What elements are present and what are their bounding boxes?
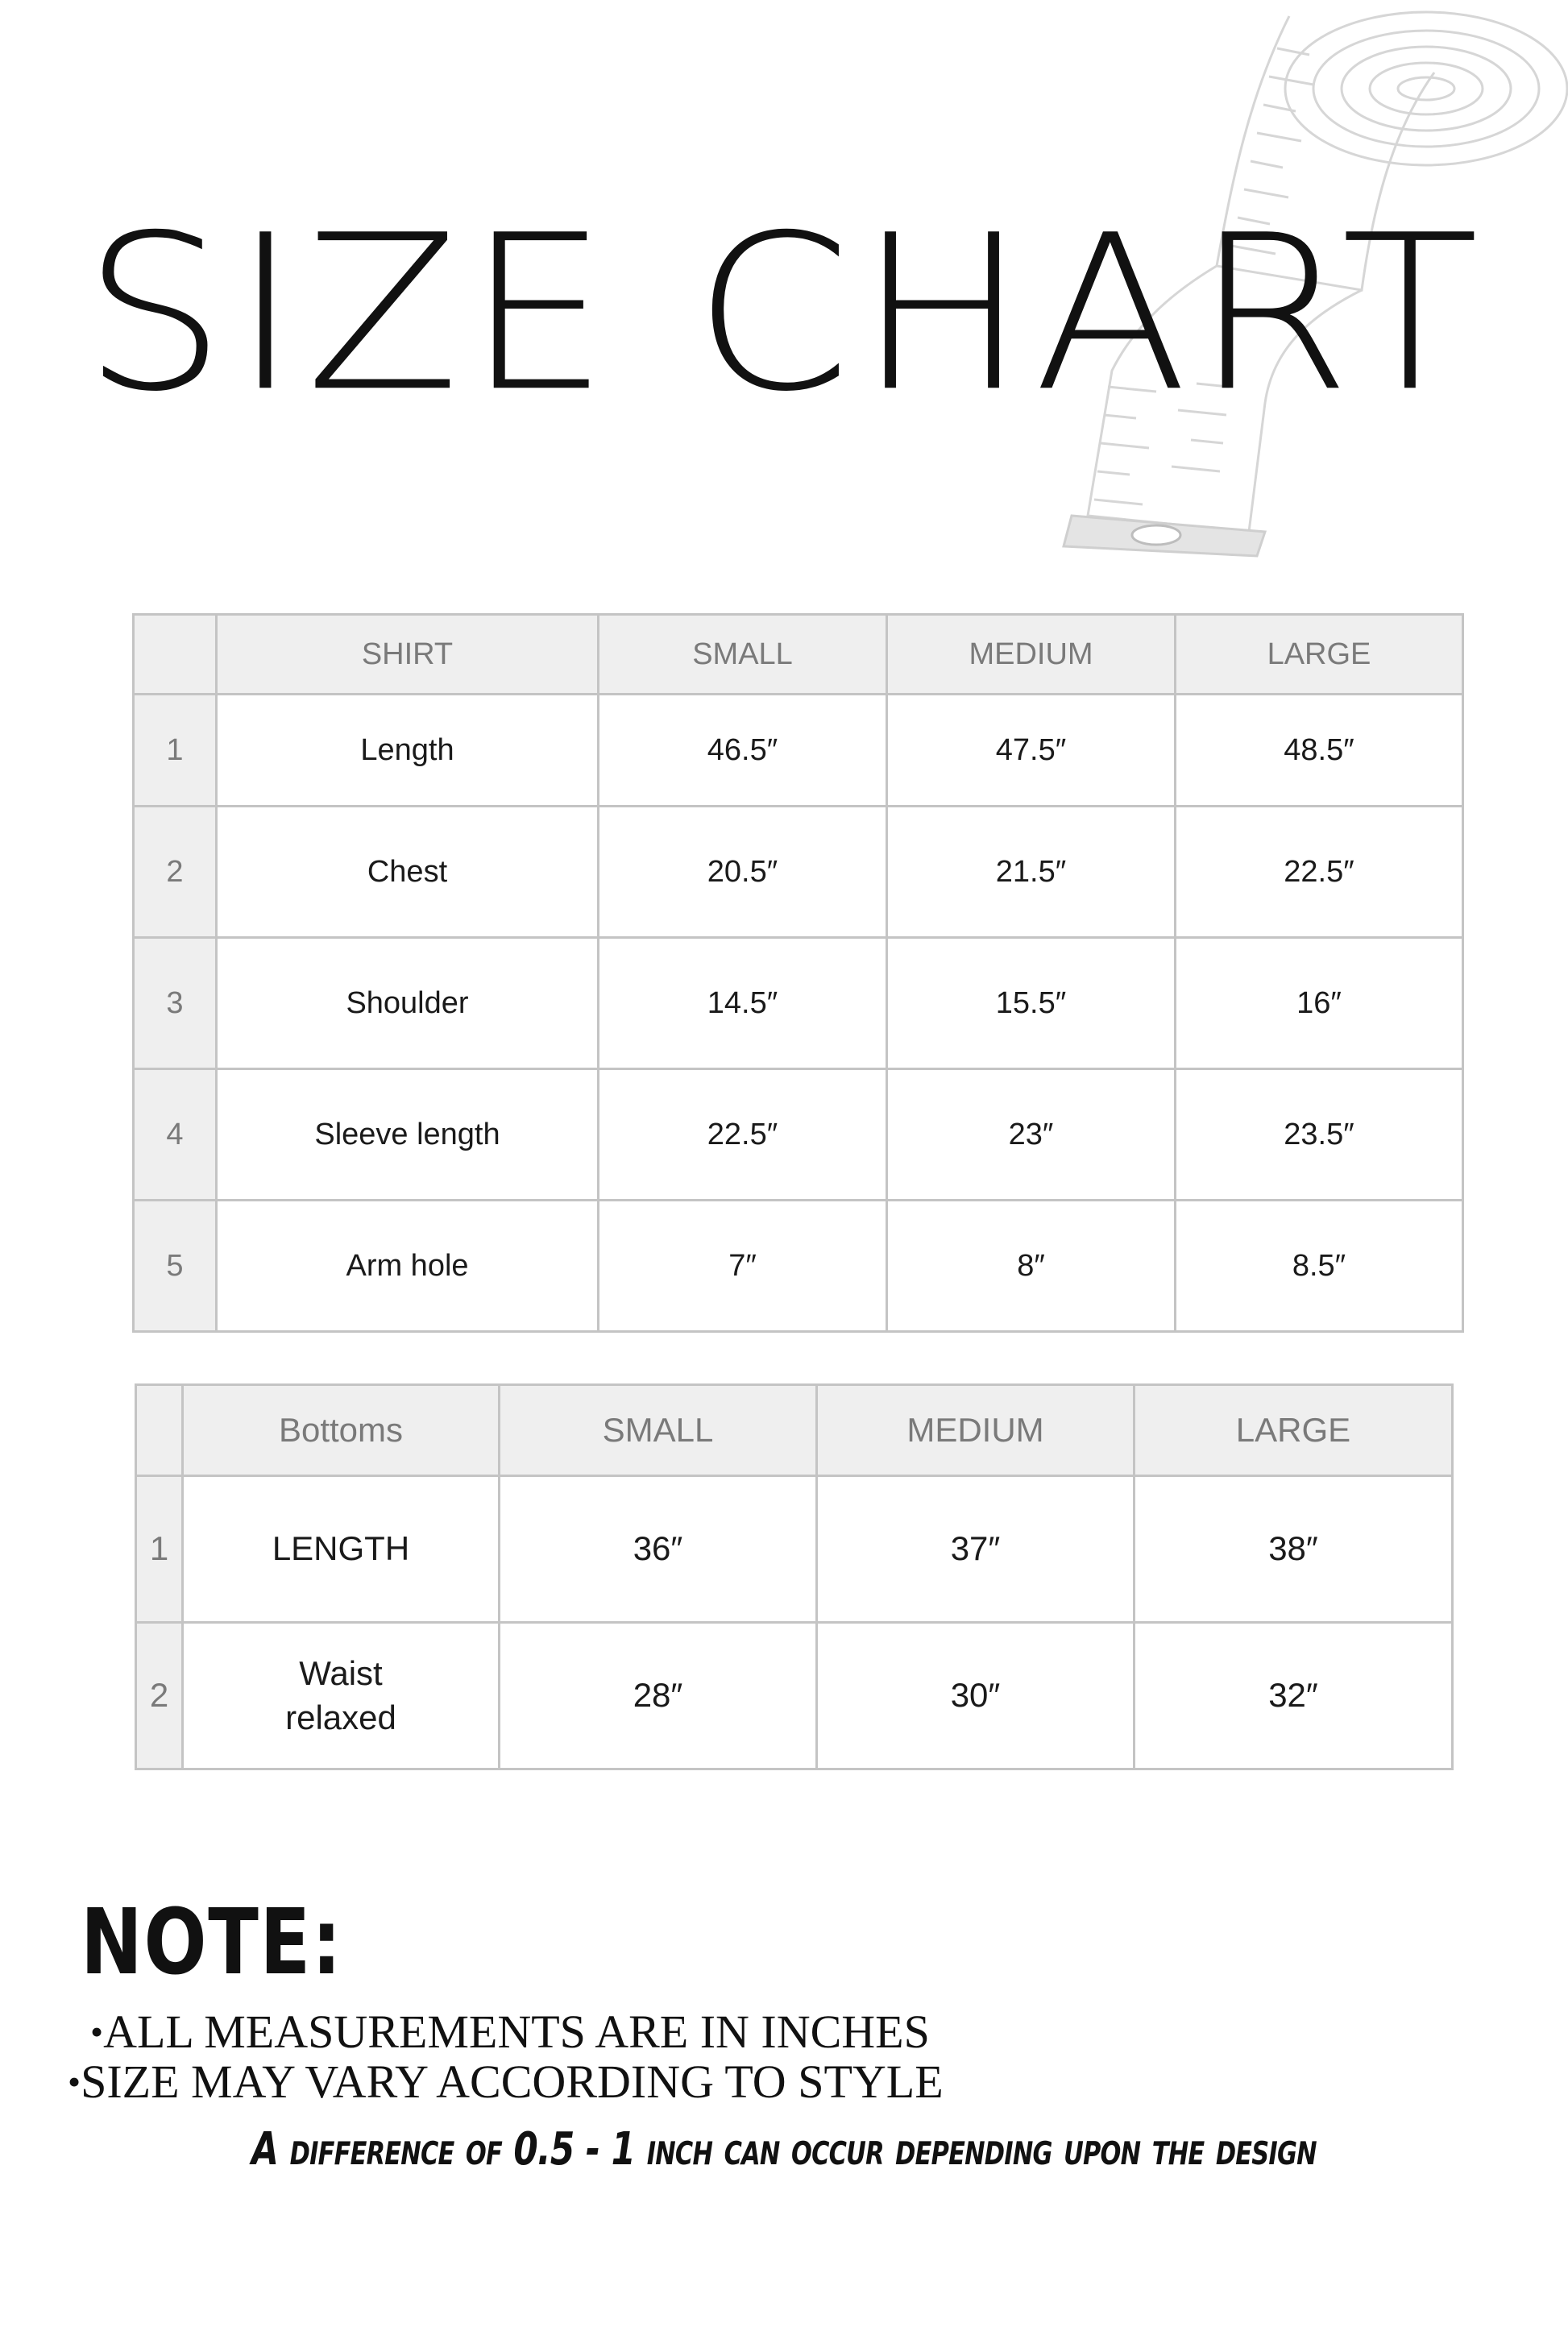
column-header-large: LARGE [1176,615,1463,695]
table-row [136,1476,1453,1623]
table-header-row [134,615,1463,695]
cell-small: 46.5″ [599,695,887,807]
cell-small: 20.5″ [599,807,887,938]
cell-medium: 37″ [817,1476,1135,1623]
note-item [90,2006,930,2058]
cell-medium: 30″ [817,1623,1135,1769]
row-index: 2 [136,1623,183,1769]
bottoms-size-table [135,1383,1454,1770]
row-index: 1 [136,1476,183,1623]
cell-small: 7″ [599,1201,887,1332]
cell-large: 48.5″ [1176,695,1463,807]
row-index: 3 [134,938,217,1069]
cell-small: 22.5″ [599,1069,887,1201]
row-label: LENGTH [183,1476,500,1623]
row-index: 5 [134,1201,217,1332]
row-label [183,1623,500,1769]
cell-large: 32″ [1135,1623,1453,1769]
table-row [134,1069,1463,1201]
cell-medium: 8″ [887,1201,1176,1332]
column-header-garment: SHIRT [217,615,599,695]
column-header-garment: Bottoms [183,1385,500,1476]
cell-medium: 23″ [887,1069,1176,1201]
column-header-medium: MEDIUM [817,1385,1135,1476]
note-text: SIZE MAY VARY ACCORDING TO STYLE [81,2055,944,2108]
table-row [136,1623,1453,1769]
row-label: Chest [217,807,599,938]
cell-large: 22.5″ [1176,807,1463,938]
table-header-row [136,1385,1453,1476]
table-row [134,938,1463,1069]
bullet-icon: • [68,2061,81,2102]
table-row [134,695,1463,807]
table-row [134,807,1463,938]
cell-large: 16″ [1176,938,1463,1069]
page-title: SIZE CHART [82,189,1486,439]
cell-medium: 21.5″ [887,807,1176,938]
table-corner-cell [134,615,217,695]
column-header-medium: MEDIUM [887,615,1176,695]
bullet-icon: • [90,2011,104,2052]
disclaimer-text: A difference of 0.5 - 1 inch can occur depending upon the design [251,2123,1317,2176]
column-header-small: SMALL [599,615,887,695]
cell-large: 38″ [1135,1476,1453,1623]
note-heading: NOTE: [81,1890,343,1995]
row-label-text: Waist relaxed [285,1653,396,1736]
cell-large: 8.5″ [1176,1201,1463,1332]
cell-medium: 47.5″ [887,695,1176,807]
shirt-size-table [132,613,1464,1333]
cell-small: 36″ [500,1476,817,1623]
column-header-large: LARGE [1135,1385,1453,1476]
note-item [68,2055,944,2108]
row-index: 4 [134,1069,217,1201]
cell-large: 23.5″ [1176,1069,1463,1201]
row-label: Length [217,695,599,807]
table-corner-cell [136,1385,183,1476]
row-label: Sleeve length [217,1069,599,1201]
row-index: 2 [134,807,217,938]
row-label: Arm hole [217,1201,599,1332]
row-label: Shoulder [217,938,599,1069]
row-index: 1 [134,695,217,807]
cell-small: 28″ [500,1623,817,1769]
note-text: ALL MEASUREMENTS ARE IN INCHES [103,2006,930,2058]
column-header-small: SMALL [500,1385,817,1476]
cell-medium: 15.5″ [887,938,1176,1069]
cell-small: 14.5″ [599,938,887,1069]
table-row [134,1201,1463,1332]
